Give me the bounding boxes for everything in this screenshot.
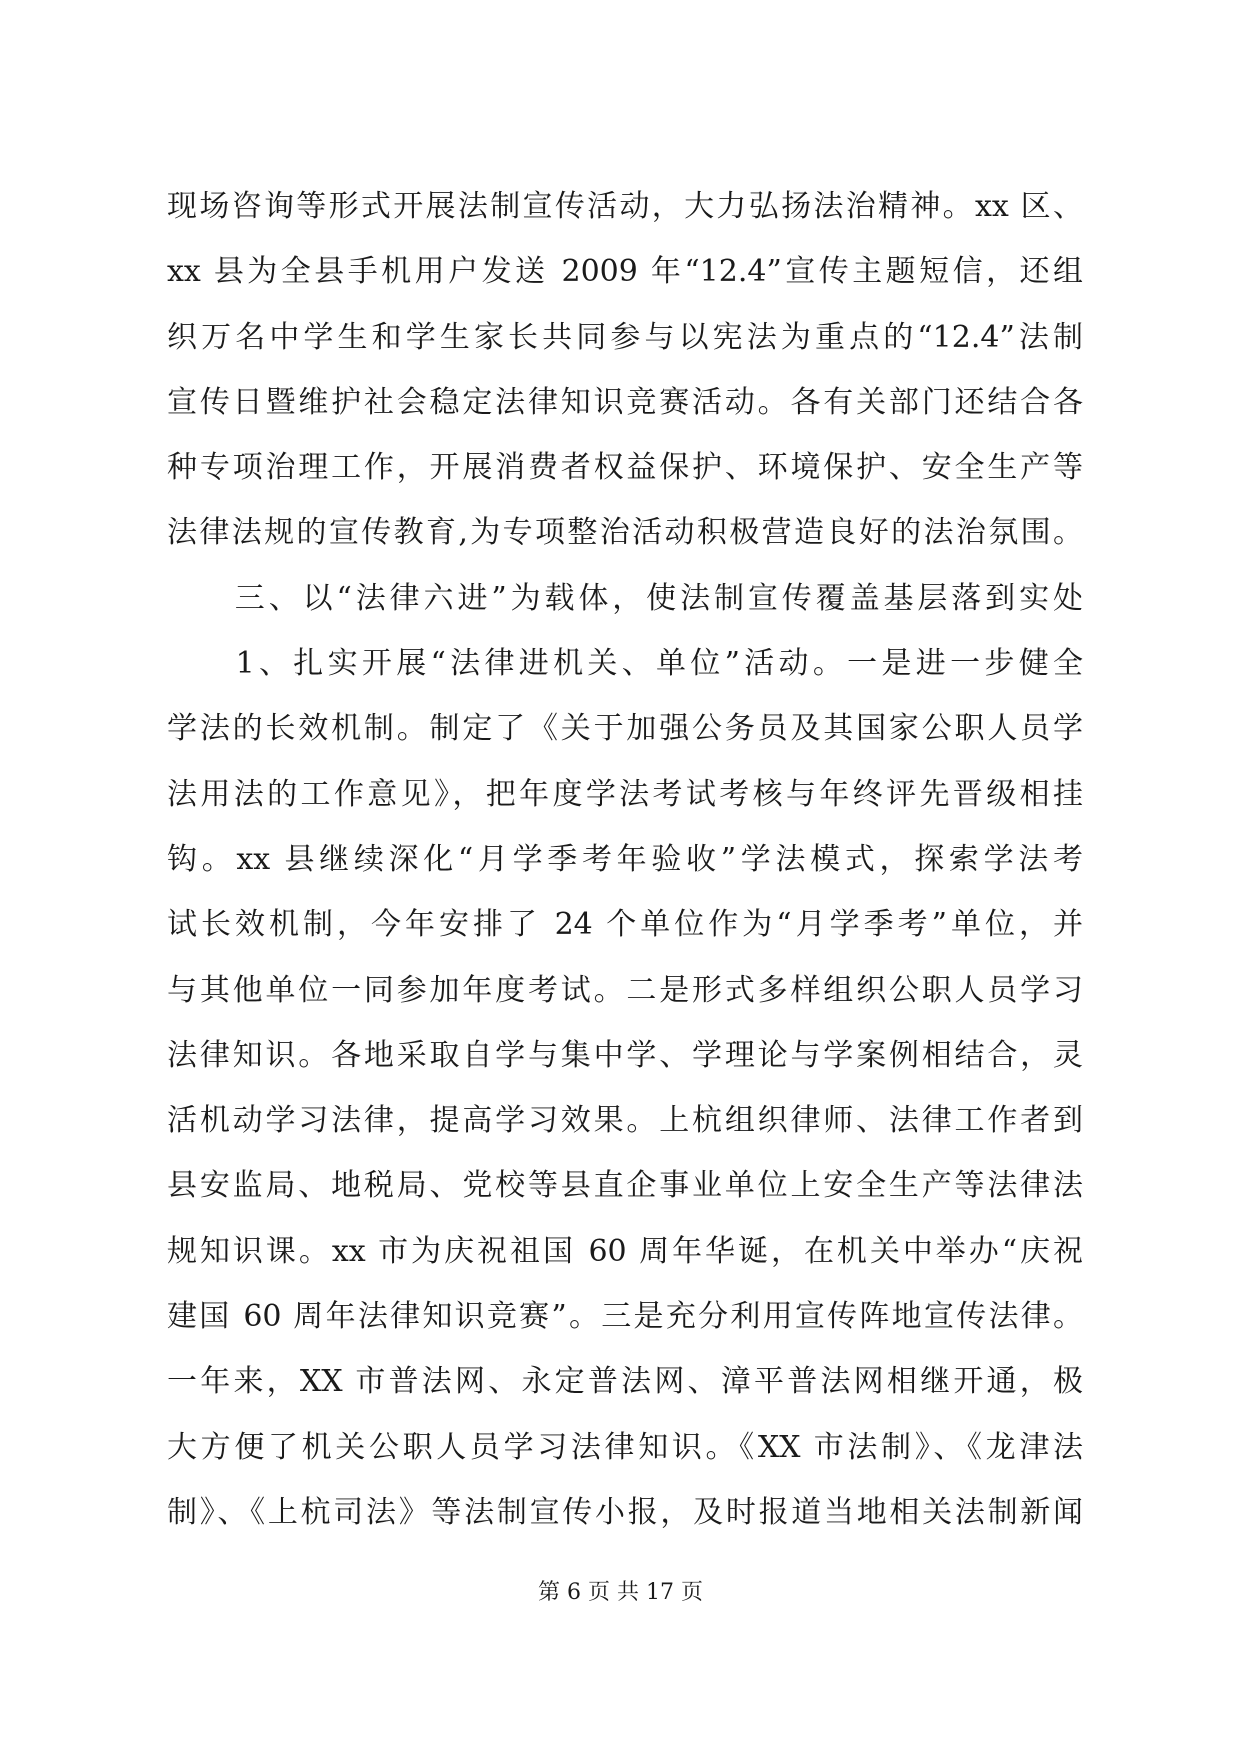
text-line: 法律知识。各地采取自学与集中学、学理论与学案例相结合，灵	[167, 1037, 1083, 1073]
text-line: 织万名中学生和学生家长共同参与以宪法为重点的“12.4”法制	[167, 319, 1083, 355]
text-line: 学法的长效机制。制定了《关于加强公务员及其国家公职人员学	[167, 711, 1083, 747]
body-text	[167, 174, 1083, 1545]
text-line: 宣传日暨维护社会稳定法律知识竞赛活动。各有关部门还结合各	[167, 384, 1083, 420]
text-line: 钩。xx 县继续深化“月学季考年验收”学法模式，探索学法考	[167, 841, 1083, 877]
text-line: 活机动学习法律，提高学习效果。上杭组织律师、法律工作者到	[167, 1103, 1083, 1139]
text-line: xx 县为全县手机用户发送 2009 年“12.4”宣传主题短信，还组	[167, 254, 1083, 290]
text-line: 规知识课。xx 市为庆祝祖国 60 周年华诞，在机关中举办“庆祝	[167, 1233, 1083, 1269]
text-line: 试长效机制，今年安排了 24 个单位作为“月学季考”单位，并	[167, 907, 1083, 943]
text-line: 法律法规的宣传教育,为专项整治活动积极营造良好的法治氛围。	[167, 515, 1083, 551]
text-line: 大方便了机关公职人员学习法律知识。《XX 市法制》、《龙津法	[167, 1429, 1083, 1465]
text-line: 一年来，XX 市普法网、永定普法网、漳平普法网相继开通，极	[167, 1364, 1083, 1400]
text-line: 县安监局、地税局、党校等县直企事业单位上安全生产等法律法	[167, 1168, 1083, 1204]
text-line: 建国 60 周年法律知识竞赛”。三是充分利用宣传阵地宣传法律。	[167, 1299, 1083, 1335]
text-line: 制》、《上杭司法》等法制宣传小报，及时报道当地相关法制新闻	[167, 1494, 1083, 1530]
text-line: 法用法的工作意见》，把年度学法考试考核与年终评先晋级相挂	[167, 776, 1083, 812]
section-heading: 三、以“法律六进”为载体，使法制宣传覆盖基层落到实处	[167, 580, 1083, 616]
text-line: 种专项治理工作，开展消费者权益保护、环境保护、安全生产等	[167, 450, 1083, 486]
text-line: 与其他单位一同参加年度考试。二是形式多样组织公职人员学习	[167, 972, 1083, 1008]
text-line: 现场咨询等形式开展法制宣传活动，大力弘扬法治精神。xx 区、	[167, 189, 1083, 224]
page-number: 第 6 页 共 17 页	[538, 1580, 703, 1605]
page-footer	[0, 1578, 1241, 1608]
text-line: 1、扎实开展“法律进机关、单位”活动。一是进一步健全	[167, 646, 1083, 682]
